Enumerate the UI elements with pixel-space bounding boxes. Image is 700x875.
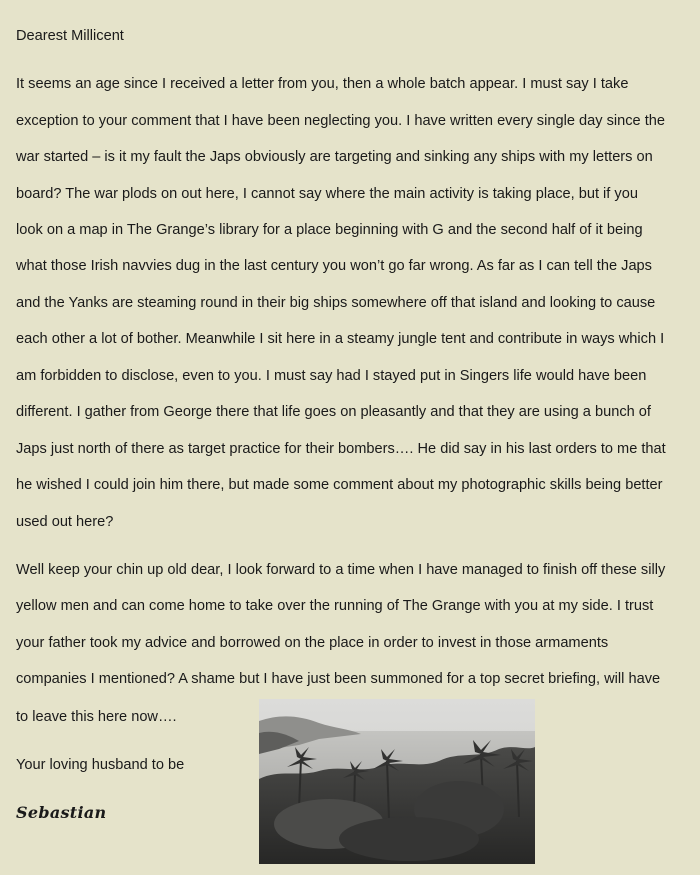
text-line: each other a lot of bother. Meanwhile I sit here in a steamy jungle tent and contribute in ways which I [16, 331, 665, 347]
text-line: It seems an age since I received a letter from you, then a whole batch appear. I must say I take [16, 76, 629, 92]
text-line: your father took my advice and borrowed on the place in order to invest in those armaments [16, 635, 609, 651]
signature: Sebastian [16, 803, 107, 822]
text-line: he wished I could join him there, but made some comment about my photographic skills being better [16, 477, 663, 493]
text-line: Well keep your chin up old dear, I look forward to a time when I have managed to finish off these silly [16, 562, 666, 578]
text-line: to leave this here now…. [16, 709, 177, 725]
text-line: am forbidden to disclose, even to you. I must say had I stayed put in Singers life would have been [16, 368, 647, 384]
salutation: Dearest Millicent [16, 28, 124, 44]
text-line: look on a map in The Grange’s library for a place beginning with G and the second half of it being [16, 222, 643, 238]
text-line: Japs just north of there as target practice for their bombers…. He did say in his last orders to me that [16, 441, 666, 457]
photo-illustration [259, 699, 535, 864]
tropical-bay-photo [259, 699, 535, 864]
text-line: different. I gather from George there that life goes on pleasantly and that they are using a bunch of [16, 404, 651, 420]
text-line: and the Yanks are steaming round in their big ships somewhere off that island and looking to cause [16, 295, 656, 311]
text-line: war started – is it my fault the Japs obviously are targeting and sinking any ships with my letters on [16, 149, 653, 165]
text-line: used out here? [16, 514, 114, 530]
closing: Your loving husband to be [16, 757, 185, 773]
text-line: board? The war plods on out here, I cannot say where the main activity is taking place, but if you [16, 186, 638, 202]
text-line: companies I mentioned? A shame but I have just been summoned for a top secret briefing, will have [16, 671, 661, 687]
text-line: exception to your comment that I have been neglecting you. I have written every single day since the [16, 113, 665, 129]
text-line: yellow men and can come home to take over the running of The Grange with you at my side. I trust [16, 598, 654, 614]
text-line: what those Irish navvies dug in the last century you won’t go far wrong. As far as I can tell the Japs [16, 258, 652, 274]
